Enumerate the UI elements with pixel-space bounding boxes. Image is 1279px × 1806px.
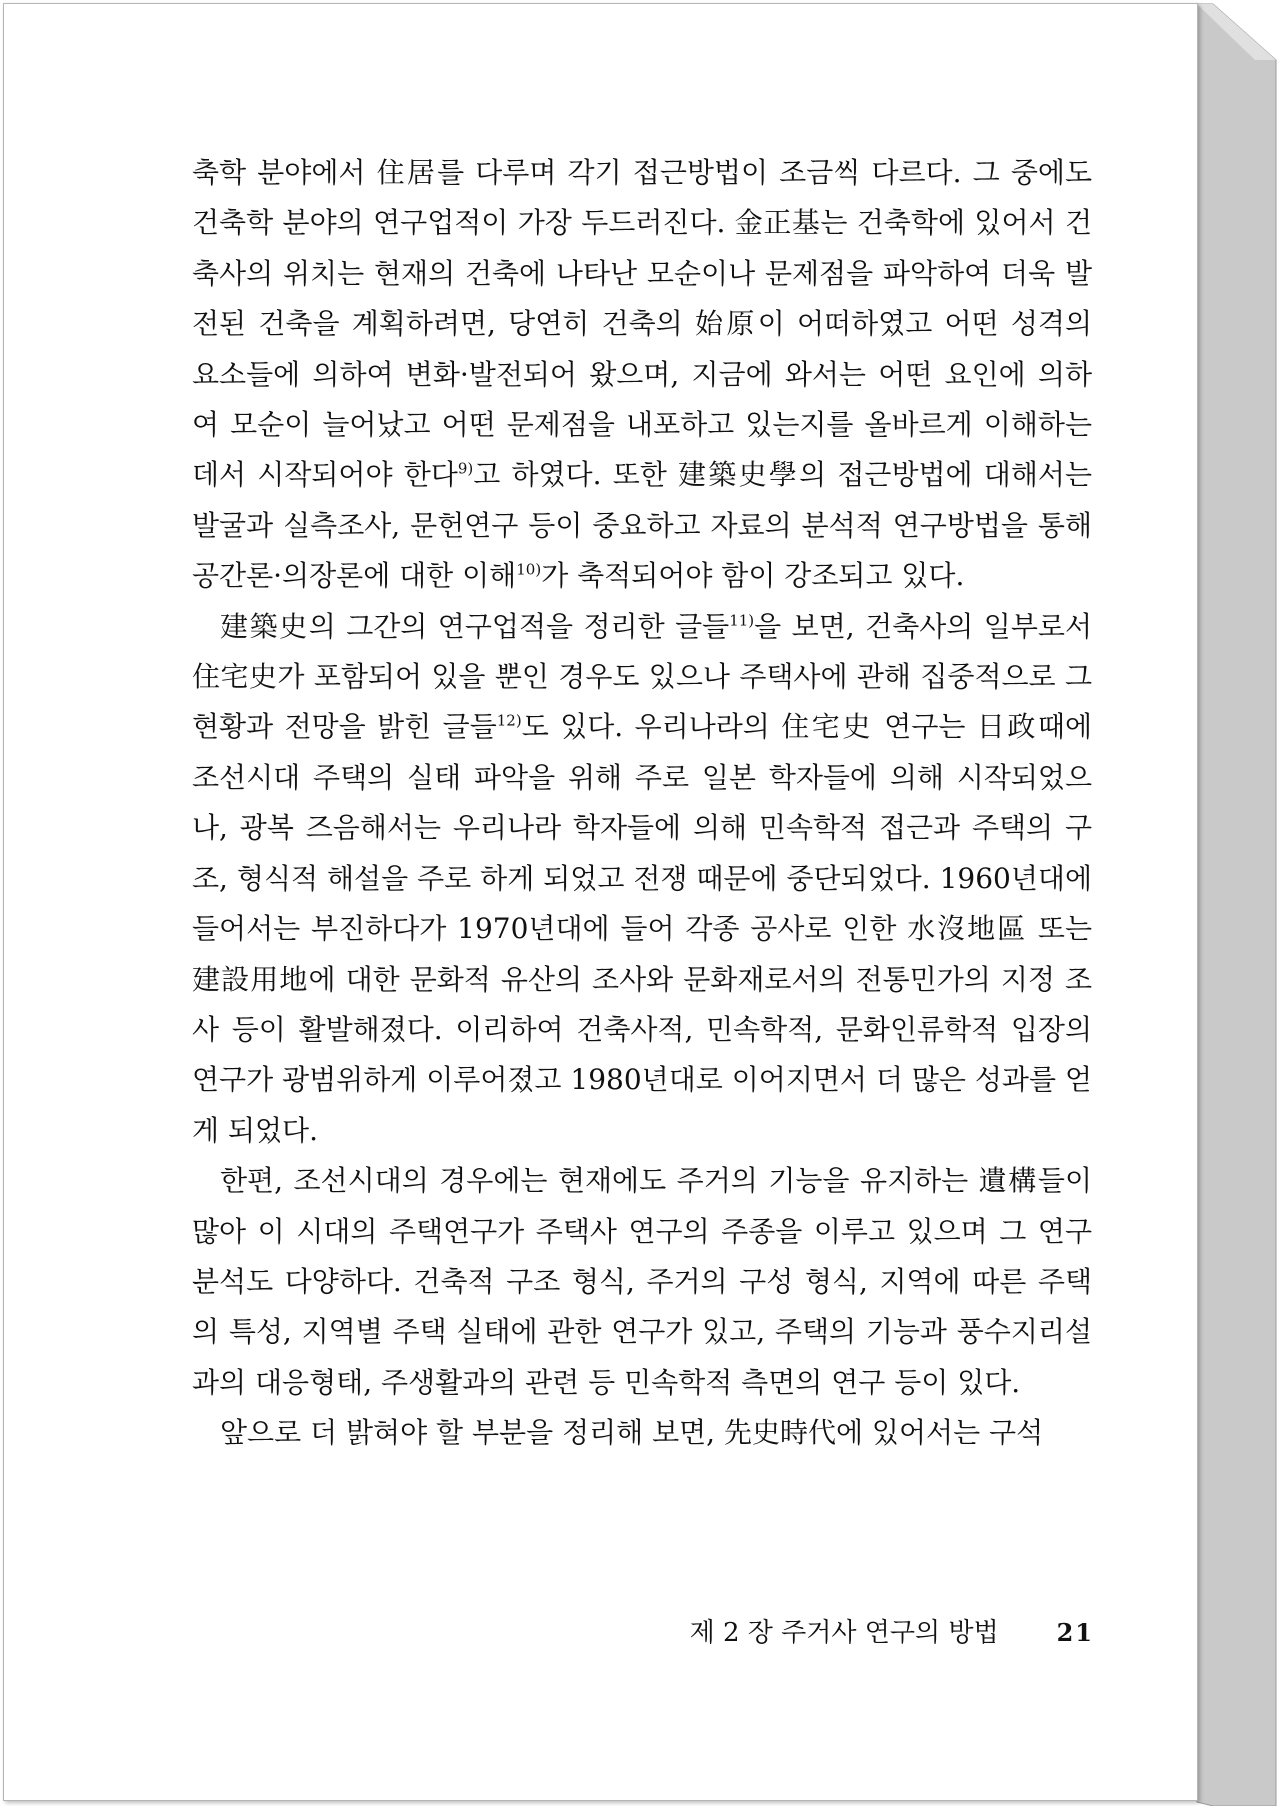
page-footer: [600, 1612, 1094, 1649]
footnote-marker: 12): [496, 712, 522, 731]
text-run: 가 축적되어야 함이 강조되고 있다.: [541, 559, 965, 593]
text-run: 한편, 조선시대의 경우에는 현재에도 주거의 기능을 유지하는 遺構들이 많아 이 시대의 주택연구가 주택사 연구의 주종을 이루고 있으며 그 연구분석도 다양하다. 건축적 구조 형식, 주거의 구성 형식, 지역에 따른 주택의 특성, 지역별 주택 실태에 관한 연구가 있고, 주택의 기능과 풍수지리설과의 대응형태, 주생활과의 관련 등 민속학적 측면의 연구 등이 있다.: [192, 1164, 1092, 1399]
text-run: 을 보면, 건축사의 일부로서 住宅史가 포함되어 있을 뿐인 경우도 있으나 주택사에 관해 집중적으로 그 현황과 전망을 밝힌 글들: [192, 609, 1092, 744]
footnote-marker: 10): [516, 560, 542, 579]
paragraph: [192, 1156, 1092, 1408]
paragraph: [192, 602, 1092, 1156]
text-run: 앞으로 더 밝혀야 할 부분을 정리해 보면, 先史時代에 있어서는 구석: [220, 1416, 1044, 1450]
text-run: 建築史의 그간의 연구업적을 정리한 글들: [220, 609, 730, 643]
page-number: 21: [1056, 1618, 1094, 1647]
body-text: [192, 148, 1092, 1459]
text-run: 고 하였다. 또한 建築史學의 접근방법에 대해서는 발굴과 실측조사, 문헌연구 등이 중요하고 자료의 분석적 연구방법을 통해 공간론·의장론에 대한 이해: [192, 458, 1092, 593]
chapter-title: 제 2 장 주거사 연구의 방법: [689, 1618, 999, 1648]
footnote-marker: 11): [729, 611, 755, 630]
footnote-marker: 9): [457, 460, 474, 479]
paragraph: [192, 148, 1092, 602]
text-run: 도 있다. 우리나라의 住宅史 연구는 日政때에 조선시대 주택의 실태 파악을 위해 주로 일본 학자들에 의해 시작되었으나, 광복 즈음해서는 우리나라 학자들에 의해 민속학적 접근과 주택의 구조, 형식적 해설을 주로 하게 되었고 전쟁 때문에 중단되었다. 1960년대에 들어서는 부진하다가 1970년대에 들어 각종 공사로 인한 水沒地區 또는 建設用地에 대한 문화적 유산의 조사와 문화재로서의 전통민가의 지정 조사 등이 활발해졌다. 이리하여 건축사적, 민속학적, 문화인류학적 입장의 연구가 광범위하게 이루어졌고 1980년대로 이어지면서 더 많은 성과를 얻게 되었다.: [192, 710, 1092, 1147]
text-run: 축학 분야에서 住居를 다루며 각기 접근방법이 조금씩 다르다. 그 중에도 건축학 분야의 연구업적이 가장 두드러진다. 金正基는 건축학에 있어서 건축사의 위치는 현재의 건축에 나타난 모순이나 문제점을 파악하여 더욱 발전된 건축을 계획하려면, 당연히 건축의 始原이 어떠하였고 어떤 성격의 요소들에 의하여 변화·발전되어 왔으며, 지금에 와서는 어떤 요인에 의하여 모순이 늘어났고 어떤 문제점을 내포하고 있는지를 올바르게 이해하는 데서 시작되어야 한다: [192, 156, 1092, 492]
paragraph: [192, 1408, 1092, 1458]
